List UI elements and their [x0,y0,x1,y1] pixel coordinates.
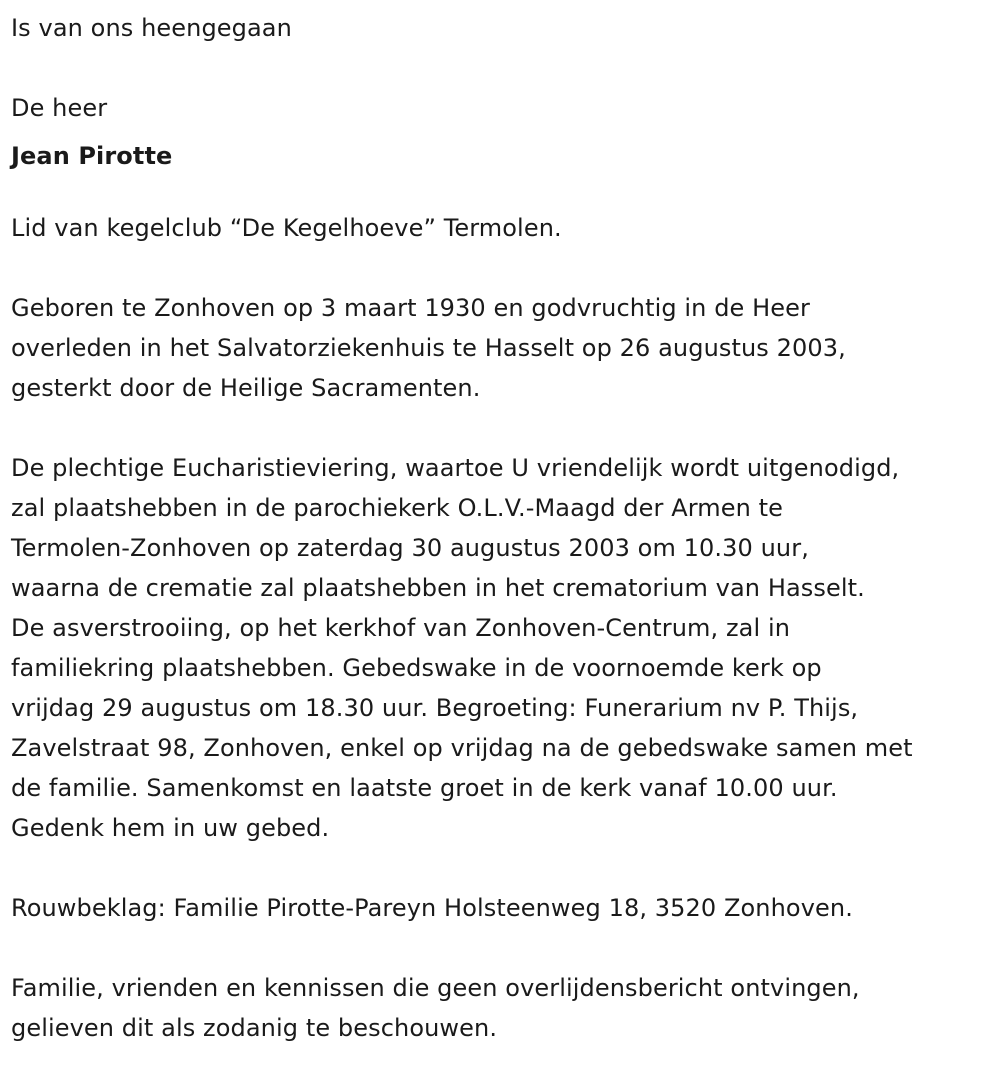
paragraph-line: Familie, vrienden en kennissen die geen overlijdensbericht ontvingen, [11,974,860,1002]
death-notice [11,8,996,1048]
membership-text: Lid van kegelclub “De Kegelhoeve” Termolen. [11,214,562,242]
paragraph-line: gelieven dit als zodanig te beschouwen. [11,1014,498,1042]
spacer [11,48,996,88]
paragraph-line: De asverstrooiing, op het kerkhof van Zonhoven-Centrum, zal in [11,614,791,642]
spacer [11,928,996,968]
birth-paragraph [11,288,996,408]
paragraph-line: waarna de crematie zal plaatshebben in het crematorium van Hasselt. [11,574,865,602]
paragraph-line: Gedenk hem in uw gebed. [11,814,330,842]
closing-paragraph [11,968,996,1048]
deceased-name: Jean Pirotte [11,142,173,170]
paragraph-line: De plechtige Eucharistieviering, waartoe U vriendelijk wordt uitgenodigd, [11,454,900,482]
paragraph-line: zal plaatshebben in de parochiekerk O.L.V.-Maagd der Armen te [11,494,784,522]
spacer [11,848,996,888]
paragraph-line: Termolen-Zonhoven op zaterdag 30 augustus 2003 om 10.30 uur, [11,534,809,562]
ceremony-paragraph [11,448,996,848]
spacer [11,248,996,288]
paragraph-line: Geboren te Zonhoven op 3 maart 1930 en godvruchtig in de Heer [11,294,810,322]
salutation: De heer [11,94,108,122]
spacer [11,408,996,448]
condolences-text: Rouwbeklag: Familie Pirotte-Pareyn Holsteenweg 18, 3520 Zonhoven. [11,894,853,922]
paragraph-line: Zavelstraat 98, Zonhoven, enkel op vrijdag na de gebedswake samen met [11,734,913,762]
intro-text: Is van ons heengegaan [11,14,292,42]
paragraph-line: de familie. Samenkomst en laatste groet in de kerk vanaf 10.00 uur. [11,774,838,802]
spacer [11,168,996,208]
paragraph-line: vrijdag 29 augustus om 18.30 uur. Begroeting: Funerarium nv P. Thijs, [11,694,859,722]
paragraph-line: overleden in het Salvatorziekenhuis te Hasselt op 26 augustus 2003, [11,334,846,362]
paragraph-line: gesterkt door de Heilige Sacramenten. [11,374,481,402]
paragraph-line: familiekring plaatshebben. Gebedswake in de voornoemde kerk op [11,654,822,682]
